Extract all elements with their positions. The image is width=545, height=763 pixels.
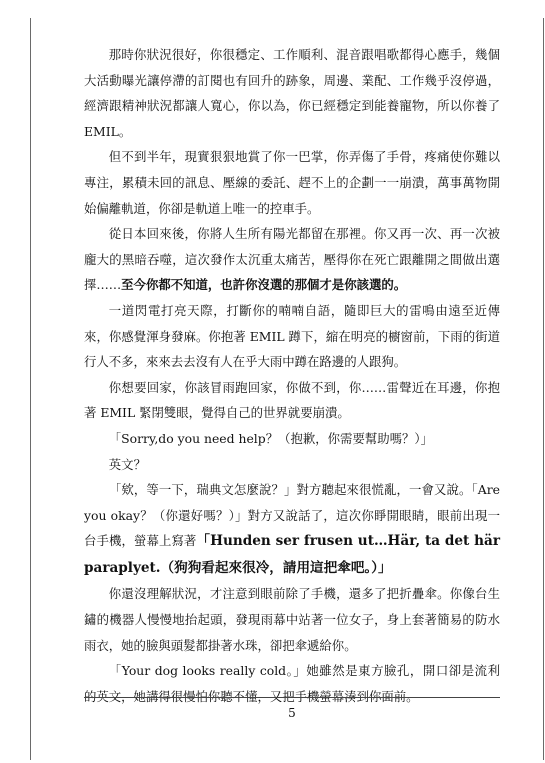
paragraph-8-bold: 「Hunden ser frusen ut…Här, ta det här paraplyet.（狗狗看起來很冷，請用這把傘吧。）」 bbox=[84, 533, 500, 576]
page-number: 5 bbox=[288, 706, 296, 720]
paragraph-6 bbox=[84, 426, 500, 452]
paragraph-8-text: 「欸，等一下，瑞典文怎麼說？」對方聽起來很慌亂，一會又說。「Are you okay？（你還好嗎？）」對方又說話了，這次你睜開眼睛，眼前出現一台手機，螢幕上寫著 bbox=[84, 482, 500, 549]
paragraph-7 bbox=[84, 452, 500, 478]
paragraph-2-text: 但不到半年，現實狠狠地賞了你一巴掌，你弄傷了手骨，疼痛使你難以專注，累積未回的訊息、壓線的委託、趕不上的企劃一一崩潰，萬事萬物開始偏離軌道，你卻是軌道上唯一的控車手。 bbox=[84, 149, 500, 216]
paragraph-4-text: 一道閃電打亮天際，打斷你的喃喃自語，隨即巨大的雷鳴由遠至近傳來，你感覺渾身發麻。你抱著 EMIL 蹲下，縮在明亮的櫥窗前，下雨的街道行人不多，來來去去沒有人在乎大雨中蹲在路邊的人跟狗。 bbox=[84, 302, 500, 370]
paragraph-4 bbox=[84, 298, 500, 375]
paragraph-3-text: 從日本回來後，你將人生所有陽光都留在那裡。你又再一次、再一次被龐大的黑暗吞噬，這次發作太沉重太痛苦，壓得你在死亡跟離開之間做出選擇…… bbox=[84, 226, 500, 293]
paragraph-5-text: 你想要回家，你該冒雨跑回家，你做不到，你……雷聲近在耳邊，你抱著 EMIL 緊閉雙眼，覺得自己的世界就要崩潰。 bbox=[84, 379, 500, 421]
document-body bbox=[84, 42, 500, 709]
paragraph-9-text: 你還沒理解狀況，才注意到眼前除了手機，還多了把折疊傘。你像台生鏽的機器人慢慢地抬起頭，發現雨幕中站著一位女子，身上套著簡易的防水雨衣，她的臉與頭髮都掛著水珠，卻把傘遞給你。 bbox=[84, 586, 500, 653]
paragraph-1 bbox=[84, 42, 500, 144]
paragraph-2 bbox=[84, 144, 500, 221]
paragraph-3 bbox=[84, 221, 500, 298]
paragraph-9 bbox=[84, 581, 500, 658]
paragraph-5 bbox=[84, 375, 500, 426]
paragraph-10-text: 「Your dog looks really cold。」她雖然是東方臉孔，開口卻是流利的英文，她講得很慢怕你聽不懂，又把手機螢幕湊到你面前。 bbox=[84, 663, 500, 704]
paragraph-3-bold: 至今你都不知道，也許你沒選的那個才是你該選的。 bbox=[121, 277, 407, 293]
paragraph-6-text: 「Sorry,do you need help？（抱歉，你需要幫助嗎？）」 bbox=[108, 430, 433, 446]
footer-divider bbox=[84, 697, 500, 698]
paragraph-10 bbox=[84, 658, 500, 709]
paragraph-7-text: 英文？ bbox=[108, 456, 146, 472]
paragraph-8 bbox=[84, 477, 500, 581]
paragraph-1-text: 那時你狀況很好，你很穩定、工作順利、混音跟唱歌都得心應手，幾個大活動曝光讓停滯的訂閱也有回升的跡象，周邊、業配、工作幾乎沒停過，經濟跟精神狀況都讓人寬心，你以為，你已經穩定到能養寵物，所以你養了 EMIL。 bbox=[84, 47, 500, 139]
